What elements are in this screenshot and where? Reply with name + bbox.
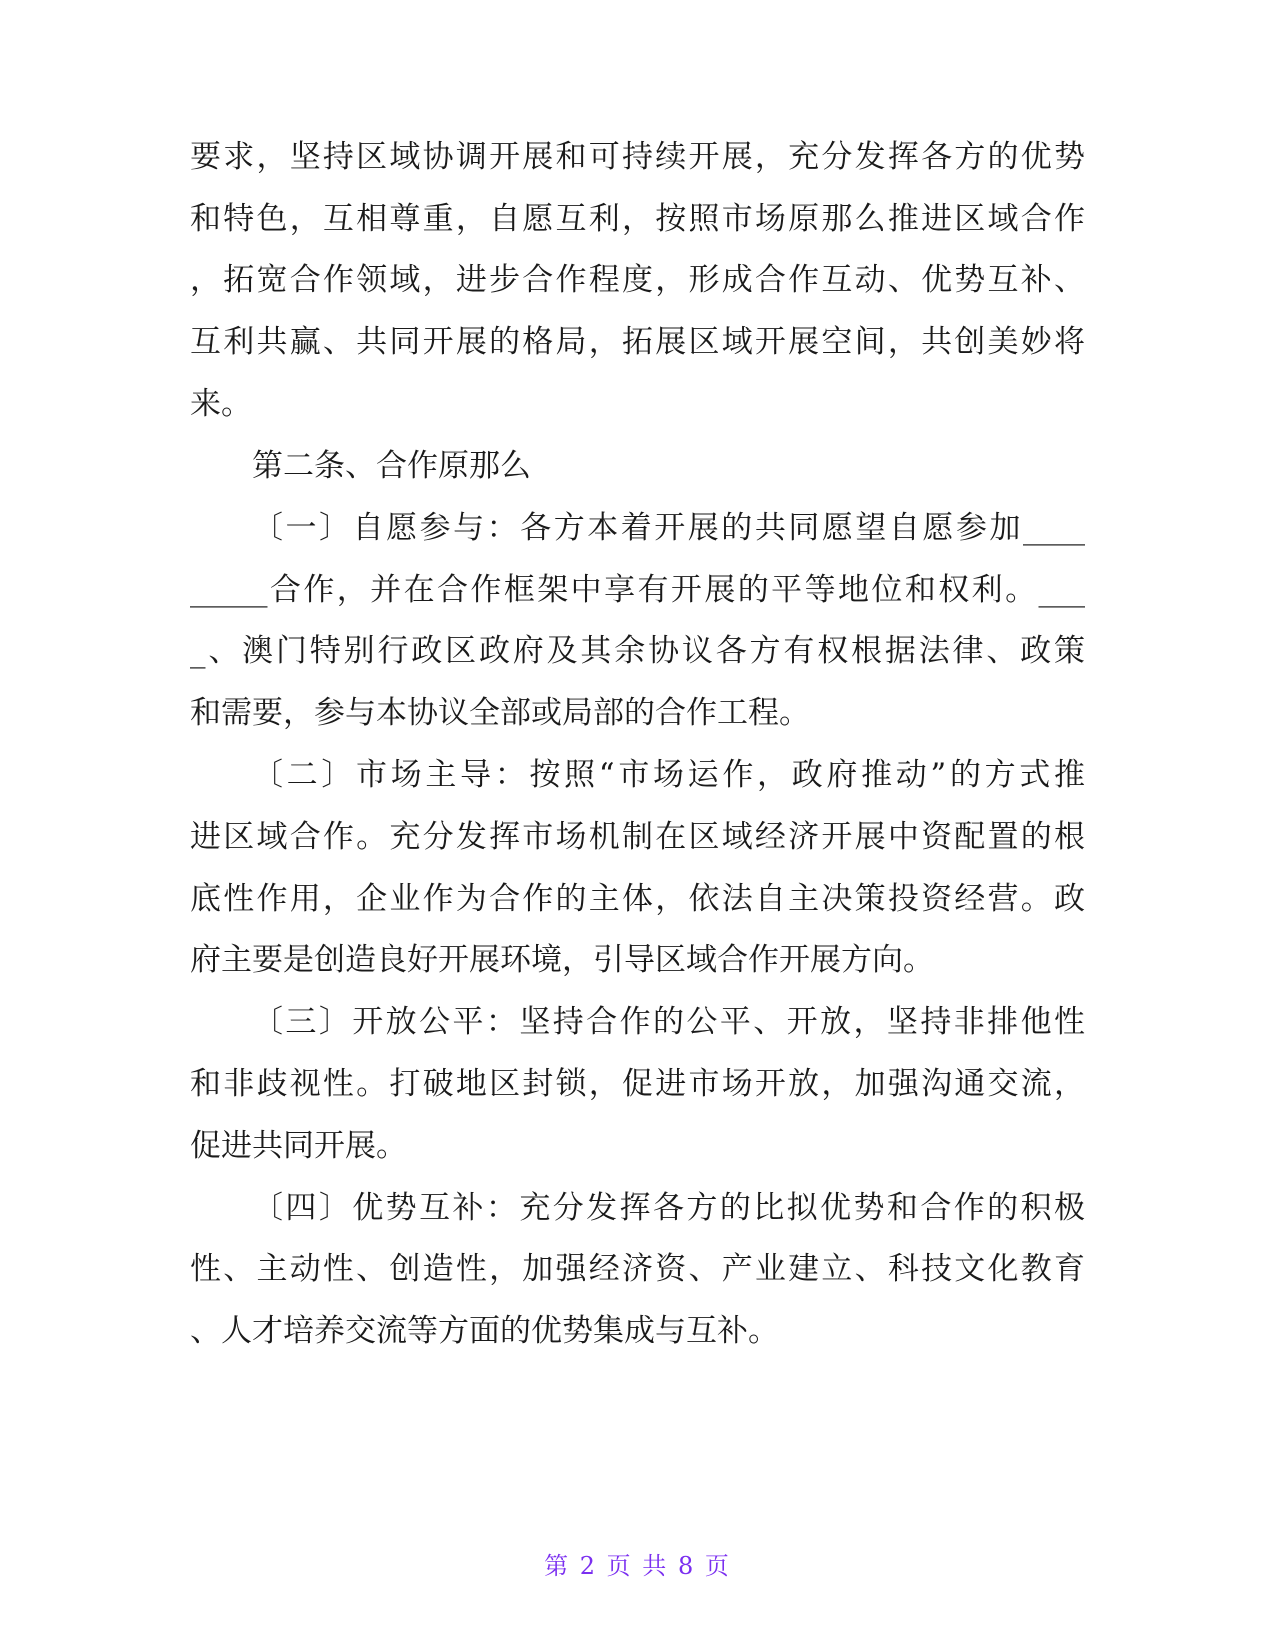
text-line: 和非歧视性。打破地区封锁，促进市场开放，加强沟通交流， — [190, 1066, 1085, 1102]
text-line: 〔四〕优势互补：充分发挥各方的比拟优势和合作的积极 — [252, 1190, 1085, 1226]
text-line: _、澳门特别行政区政府及其余协议各方有权根据法律、政策 — [190, 633, 1085, 669]
text-line: 要求，坚持区域协调开展和可持续开展，充分发挥各方的优势 — [190, 139, 1085, 175]
text-line: 〔三〕开放公平：坚持合作的公平、开放，坚持非排他性 — [252, 1004, 1085, 1040]
text-line: 进区域合作。充分发挥市场机制在区域经济开展中资配置的根 — [190, 819, 1085, 855]
text-line: 互利共赢、共同开展的格局，拓展区域开展空间，共创美妙将 — [190, 324, 1085, 360]
page-number: 第 2 页 共 8 页 — [544, 1552, 731, 1580]
text-line: _____合作，并在合作框架中享有开展的平等地位和权利。___ — [190, 572, 1085, 608]
text-line: 和特色，互相尊重，自愿互利，按照市场原那么推进区域合作 — [190, 201, 1085, 237]
text-line: 来。 — [190, 386, 252, 422]
text-line: 和需要，参与本协议全部或局部的合作工程。 — [190, 695, 810, 731]
section-heading: 第二条、合作原那么 — [252, 448, 531, 484]
text-line: 促进共同开展。 — [190, 1128, 407, 1164]
text-line: 、人才培养交流等方面的优势集成与互补。 — [190, 1313, 779, 1349]
text-line: 〔一〕自愿参与：各方本着开展的共同愿望自愿参加____ — [252, 510, 1085, 546]
text-line: 底性作用，企业作为合作的主体，依法自主决策投资经营。政 — [190, 881, 1085, 917]
text-line: 府主要是创造良好开展环境，引导区域合作开展方向。 — [190, 942, 934, 978]
text-line: ，拓宽合作领域，进步合作程度，形成合作互动、优势互补、 — [190, 262, 1085, 298]
text-line: 性、主动性、创造性，加强经济资、产业建立、科技文化教育 — [190, 1251, 1085, 1287]
text-line: 〔二〕市场主导：按照“市场运作，政府推动”的方式推 — [252, 757, 1085, 793]
